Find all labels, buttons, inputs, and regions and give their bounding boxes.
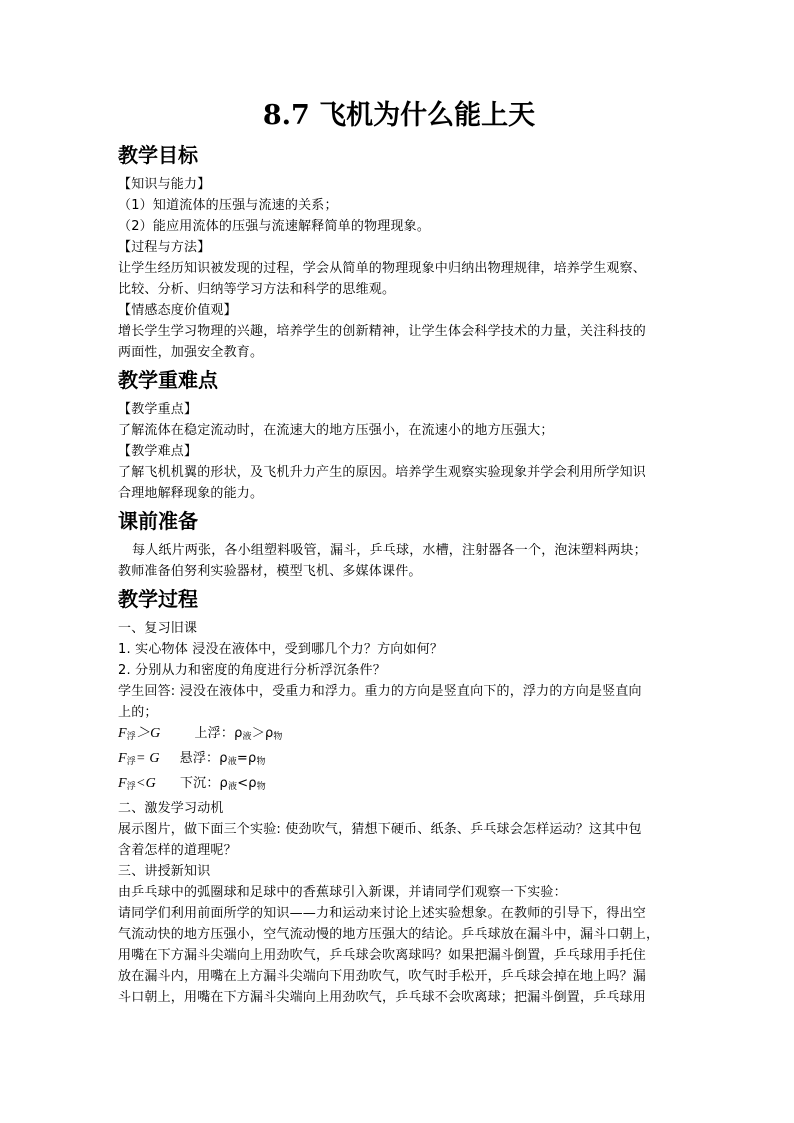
preparation-text: 教师准备伯努利实验器材，模型飞机、多媒体课件。 [118,564,422,579]
emotion-text: 增长学生学习物理的兴趣，培养学生的创新精神，让学生体会科学技术的力量，关注科技的 [118,324,647,339]
new-knowledge-text: 放在漏斗内，用嘴在上方漏斗尖端向下用劲吹气，吹气时手松开，乒乓球会掉在地上吗？漏 [118,969,647,984]
section-heading-key-points: 教学重难点 [118,368,218,392]
motivation-text: 展示图片，做下面三个实验: 使劲吹气，猜想下硬币、纸条、乒乓球会怎样运动？这其中包 [118,822,642,837]
new-knowledge-text: 气流动快的地方压强小，空气流动慢的地方压强大的结论。乒乓球放在漏斗中，漏斗口朝上， [118,927,660,942]
knowledge-label: 【知识与能力】 [118,177,211,192]
document-body [118,96,680,1008]
student-answer: 学生回答: 浸没在液体中，受重力和浮力。重力的方向是竖直向下的，浮力的方向是竖直向 [118,684,642,699]
motivation-title: 二、激发学习动机 [118,801,224,816]
difficulty-label: 【教学难点】 [118,444,198,459]
review-question: 1. 实心物体 浸没在液体中，受到哪几个力？方向如何？ [118,642,444,657]
knowledge-item: （1）知道流体的压强与流速的关系； [118,198,338,213]
process-label: 【过程与方法】 [118,240,211,255]
float-condition-sink: $F_浮<G$ 下沉：$\rho_液<\rho_物$ [118,776,266,792]
key-text: 了解流体在稳定流动时，在流速大的地方压强小，在流速小的地方压强大； [118,423,554,438]
review-title: 一、复习旧课 [118,621,198,636]
student-answer: 上的； [118,705,158,720]
new-knowledge-text: 请同学们利用前面所学的知识——力和运动来讨论上述实验想象。在教师的引导下，得出空 [118,906,647,921]
difficulty-text: 了解飞机机翼的形状，及飞机升力产生的原因。培养学生观察实验现象并学会利用所学知识 [118,465,647,480]
new-knowledge-text: 用嘴在下方漏斗尖端向上用劲吹气，乒乓球会吹离球吗？如果把漏斗倒置，乒乓球用手托住 [118,948,647,963]
section-heading-process: 教学过程 [118,587,198,611]
section-heading-objectives: 教学目标 [118,143,198,167]
knowledge-item: （2）能应用流体的压强与流速解释简单的物理现象。 [118,219,431,234]
process-text: 让学生经历知识被发现的过程，学会从简单的物理现象中归纳出物理规律，培养学生观察、 [118,261,647,276]
section-heading-preparation: 课前准备 [118,509,198,533]
process-text: 比较、分析、归纳等学习方法和科学的思维观。 [118,282,396,297]
new-knowledge-text: 斗口朝上，用嘴在下方漏斗尖端向上用劲吹气，乒乓球不会吹离球；把漏斗倒置，乒乓球用 [118,990,647,1005]
float-condition-suspend: $F_浮= G$ 悬浮：$\rho_液=\rho_物$ [118,751,266,767]
emotion-text: 两面性，加强安全教育。 [118,345,264,360]
motivation-text: 含着怎样的道理呢？ [118,843,237,858]
new-knowledge-text: 由乒乓球中的弧圈球和足球中的香蕉球引入新课，并请同学们观察一下实验： [118,885,567,900]
review-question: 2. 分别从力和密度的角度进行分析浮沉条件？ [118,663,386,678]
new-knowledge-title: 三、讲授新知识 [118,864,211,879]
emotion-label: 【情感态度价值观】 [118,303,237,318]
float-condition-rise: $F_浮>G$ 上浮：$\rho_液>\rho_物$ [118,726,283,742]
page-title: 8.7 飞机为什么能上天 [262,100,536,131]
key-label: 【教学重点】 [118,402,198,417]
difficulty-text: 合理地解释现象的能力。 [118,486,264,501]
preparation-text: 每人纸片两张，各小组塑料吸管，漏斗，乒乓球，水槽，注射器各一个，泡沫塑料两块； [132,543,647,558]
